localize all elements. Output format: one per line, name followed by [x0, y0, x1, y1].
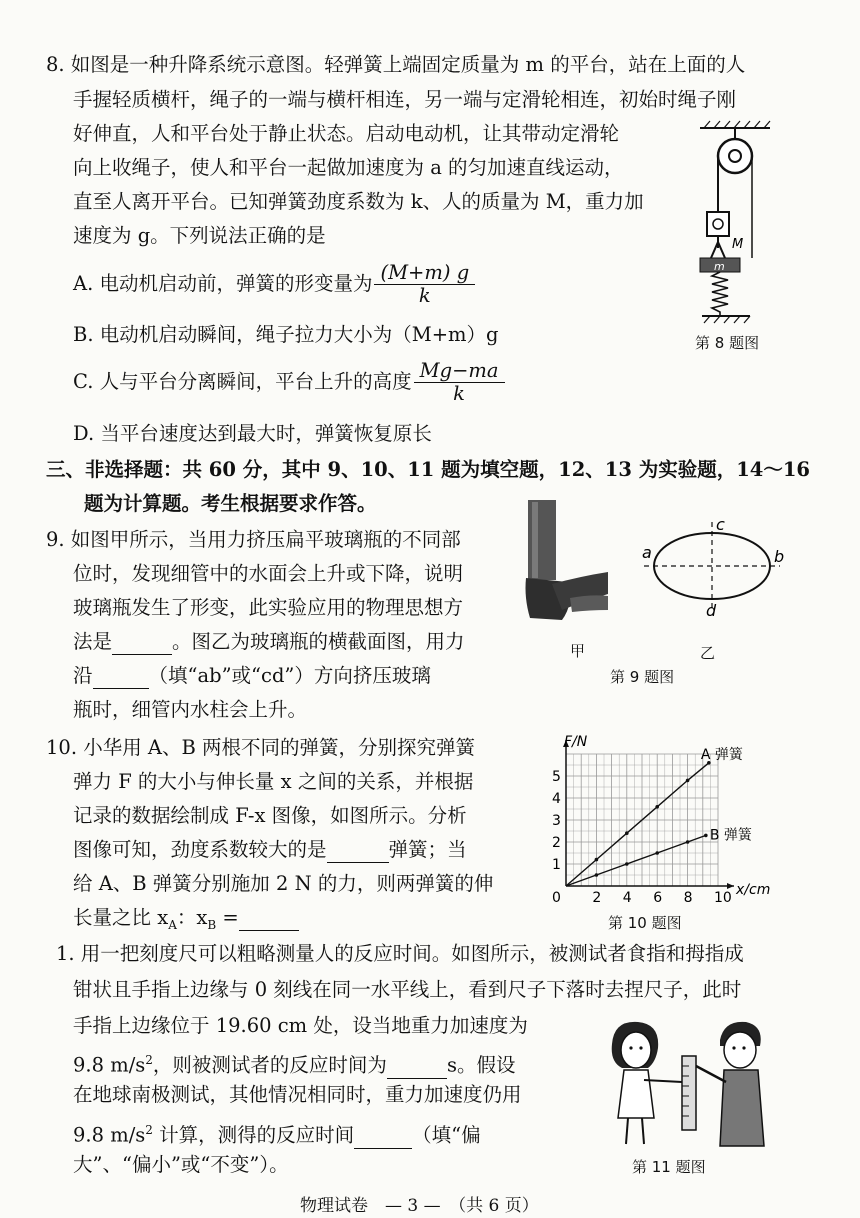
data-point: [625, 862, 629, 866]
q11-caption: 第 11 题图: [632, 1158, 706, 1176]
x-tick-label: 0: [552, 890, 561, 906]
q11-line4: [73, 1048, 515, 1079]
q10-line4-end: 弹簧；当: [388, 838, 467, 861]
q11-blank-bias[interactable]: [354, 1124, 412, 1149]
q11-line5: 在地球南极测试，其他情况相同时，重力加速度仍用: [73, 1083, 522, 1106]
point-d: d: [706, 601, 717, 616]
q11-g-exponent-2: 2: [145, 1123, 153, 1137]
q10-line4: [73, 838, 467, 863]
series-label-a: A 弹簧: [700, 746, 743, 763]
q8-option-c: [73, 360, 505, 405]
q11-g-exponent: 2: [145, 1053, 153, 1067]
data-point: [595, 873, 599, 877]
x-axis-arrow-icon: [727, 883, 734, 889]
q9-blank-direction[interactable]: [93, 664, 149, 689]
q11-g-value-2: 9.8 m/s: [73, 1123, 146, 1147]
q11-figure: [594, 1018, 784, 1148]
point-a: a: [642, 543, 652, 562]
q10-blank-ratio[interactable]: [239, 906, 299, 931]
q9-label-jia: 甲: [570, 642, 586, 660]
q11-g-value: 9.8 m/s: [73, 1053, 146, 1077]
q8-line5: 直至人离开平台。已知弹簧劲度系数为 k、人的质量为 M，重力加: [73, 190, 644, 213]
y-tick-label: 2: [552, 835, 561, 851]
q11-blank-time[interactable]: [387, 1054, 447, 1079]
q8-line6: 速度为 g。下列说法正确的是: [73, 224, 326, 247]
q9-line4-start: 法是: [73, 630, 113, 653]
q8-option-c-text: C. 人与平台分离瞬间，平台上升的高度: [73, 370, 412, 393]
point-c: c: [716, 516, 725, 534]
q10-line1: 10. 小华用 A、B 两根不同的弹簧，分别探究弹簧: [46, 736, 476, 759]
q11-line4-end: s。假设: [446, 1053, 516, 1077]
q9-line2: 位时，发现细管中的水面会上升或下降，说明: [73, 562, 464, 585]
q8-option-c-numerator: Mg−ma: [414, 360, 505, 383]
girl-figure: [612, 1022, 682, 1144]
data-point: [655, 805, 659, 809]
x-tick-label: 2: [592, 890, 602, 906]
q10-chart: [544, 732, 784, 912]
q9-label-yi: 乙: [700, 644, 716, 662]
q8-option-a-numerator: (M+m) g: [374, 262, 475, 285]
q10-equals: =: [216, 906, 239, 929]
q11-line7: 大”、“偏小”或“不变”）。: [73, 1153, 289, 1176]
q8-option-c-denominator: k: [453, 382, 465, 405]
q8-option-a-text: A. 电动机启动前，弹簧的形变量为: [73, 272, 373, 295]
data-point: [686, 840, 690, 844]
q11-line6-mid: 计算，测得的反应时间: [152, 1123, 355, 1147]
q11-line4-mid: ，则被测试者的反应时间为: [152, 1053, 387, 1077]
boy-figure: [696, 1022, 764, 1146]
q9-ellipse-figure: [640, 516, 790, 616]
q9-line6: 瓶时，细管内水柱会上升。: [73, 698, 308, 721]
q8-figure: [690, 118, 800, 328]
x-tick-label: 6: [653, 890, 663, 906]
y-tick-label: 3: [552, 813, 561, 829]
x-axis-label: x/cm: [736, 882, 771, 898]
section3-heading-line2: 题为计算题。考生根据要求作答。: [84, 492, 377, 515]
spring-icon: [712, 272, 728, 316]
q9-line5-start: 沿: [73, 664, 93, 687]
q9-line1: 9. 如图甲所示，当用力挤压扁平玻璃瓶的不同部: [46, 528, 461, 551]
q10-line3: 记录的数据绘制成 F-x 图像，如图所示。分析: [73, 804, 467, 827]
data-point: [655, 851, 659, 855]
q8-option-b: B. 电动机启动瞬间，绳子拉力大小为（M+m）g: [73, 323, 499, 346]
q9-photo-bottle: [522, 498, 612, 638]
q10-ratio-xa: 长量之比 x: [73, 906, 169, 929]
q10-ratio-xb: ：x: [176, 906, 208, 929]
y-tick-label: 4: [552, 791, 561, 807]
q11-line6: [73, 1118, 481, 1149]
page-footer: 物理试卷 — 3 — （共 6 页）: [300, 1196, 539, 1216]
q11-line3: 手指上边缘位于 19.60 cm 处，设当地重力加速度为: [73, 1014, 528, 1037]
q9-line4: [73, 630, 465, 655]
q8-option-a-fraction: [374, 262, 475, 307]
x-tick-label: 8: [683, 890, 693, 906]
q8-caption: 第 8 题图: [695, 334, 760, 352]
ground-hatch: [702, 316, 750, 323]
q10-line4-start: 图像可知，劲度系数较大的是: [73, 838, 327, 861]
x-tick-label: 4: [622, 890, 632, 906]
label-platform-mass: m: [714, 260, 725, 273]
label-person-mass: M: [732, 237, 744, 252]
series-line-b: [566, 835, 706, 886]
series-label-b: B 弹簧: [709, 827, 752, 844]
q9-blank-method[interactable]: [112, 630, 172, 655]
ceiling-hatch: [700, 121, 770, 128]
data-point: [625, 831, 629, 835]
q9-line4-end: 。图乙为玻璃瓶的横截面图，用力: [172, 630, 465, 653]
point-b: b: [774, 547, 785, 566]
q8-option-a-denominator: k: [418, 284, 431, 307]
q8-line2: 手握轻质横杆，绳子的一端与横杆相连，另一端与定滑轮相连，初始时绳子刚: [73, 88, 737, 111]
q10-line5: 给 A、B 弹簧分别施加 2 N 的力，则两弹簧的伸: [73, 872, 494, 895]
q11-line6-end: （填“偏: [412, 1123, 481, 1147]
data-point: [704, 834, 708, 838]
q10-sub-b: B: [207, 917, 217, 932]
q9-line5-end: （填“ab”或“cd”）方向挤压玻璃: [148, 664, 431, 687]
q9-caption: 第 9 题图: [610, 668, 675, 686]
y-tick-label: 1: [552, 857, 561, 873]
q8-option-c-fraction: [414, 360, 505, 405]
x-tick-label: 10: [714, 890, 732, 906]
q10-sub-a: A: [168, 917, 177, 932]
data-point: [686, 779, 690, 783]
y-axis-label: F/N: [564, 734, 588, 750]
q8-line4: 向上收绳子，使人和平台一起做加速度为 a 的匀加速直线运动，: [73, 156, 624, 179]
section3-heading-line1: 三、非选择题：共 60 分，其中 9、10、11 题为填空题，12、13 为实验题，14～16: [46, 458, 810, 481]
q8-option-d: D. 当平台速度达到最大时，弹簧恢复原长: [73, 422, 432, 445]
q10-blank-spring[interactable]: [327, 838, 389, 863]
q8-line1: 8. 如图是一种升降系统示意图。轻弹簧上端固定质量为 m 的平台，站在上面的人: [46, 53, 746, 76]
q8-option-a: [73, 262, 475, 307]
q11-line1: 1. 用一把刻度尺可以粗略测量人的反应时间。如图所示，被测试者食指和拇指成: [56, 942, 744, 965]
q10-line2: 弹力 F 的大小与伸长量 x 之间的关系，并根据: [73, 770, 474, 793]
q11-line2: 钳状且手指上边缘与 0 刻线在同一水平线上，看到尺子下落时去捏尺子，此时: [73, 978, 742, 1001]
q9-line3: 玻璃瓶发生了形变，此实验应用的物理思想方: [73, 596, 464, 619]
q10-caption: 第 10 题图: [608, 914, 682, 932]
data-point: [595, 858, 599, 862]
ruler-icon: [682, 1056, 696, 1130]
q9-line5: [73, 664, 431, 689]
q10-line6: [73, 906, 299, 937]
q8-line3: 好伸直，人和平台处于静止状态。启动电动机，让其带动定滑轮: [73, 122, 620, 145]
y-tick-label: 5: [552, 769, 561, 785]
